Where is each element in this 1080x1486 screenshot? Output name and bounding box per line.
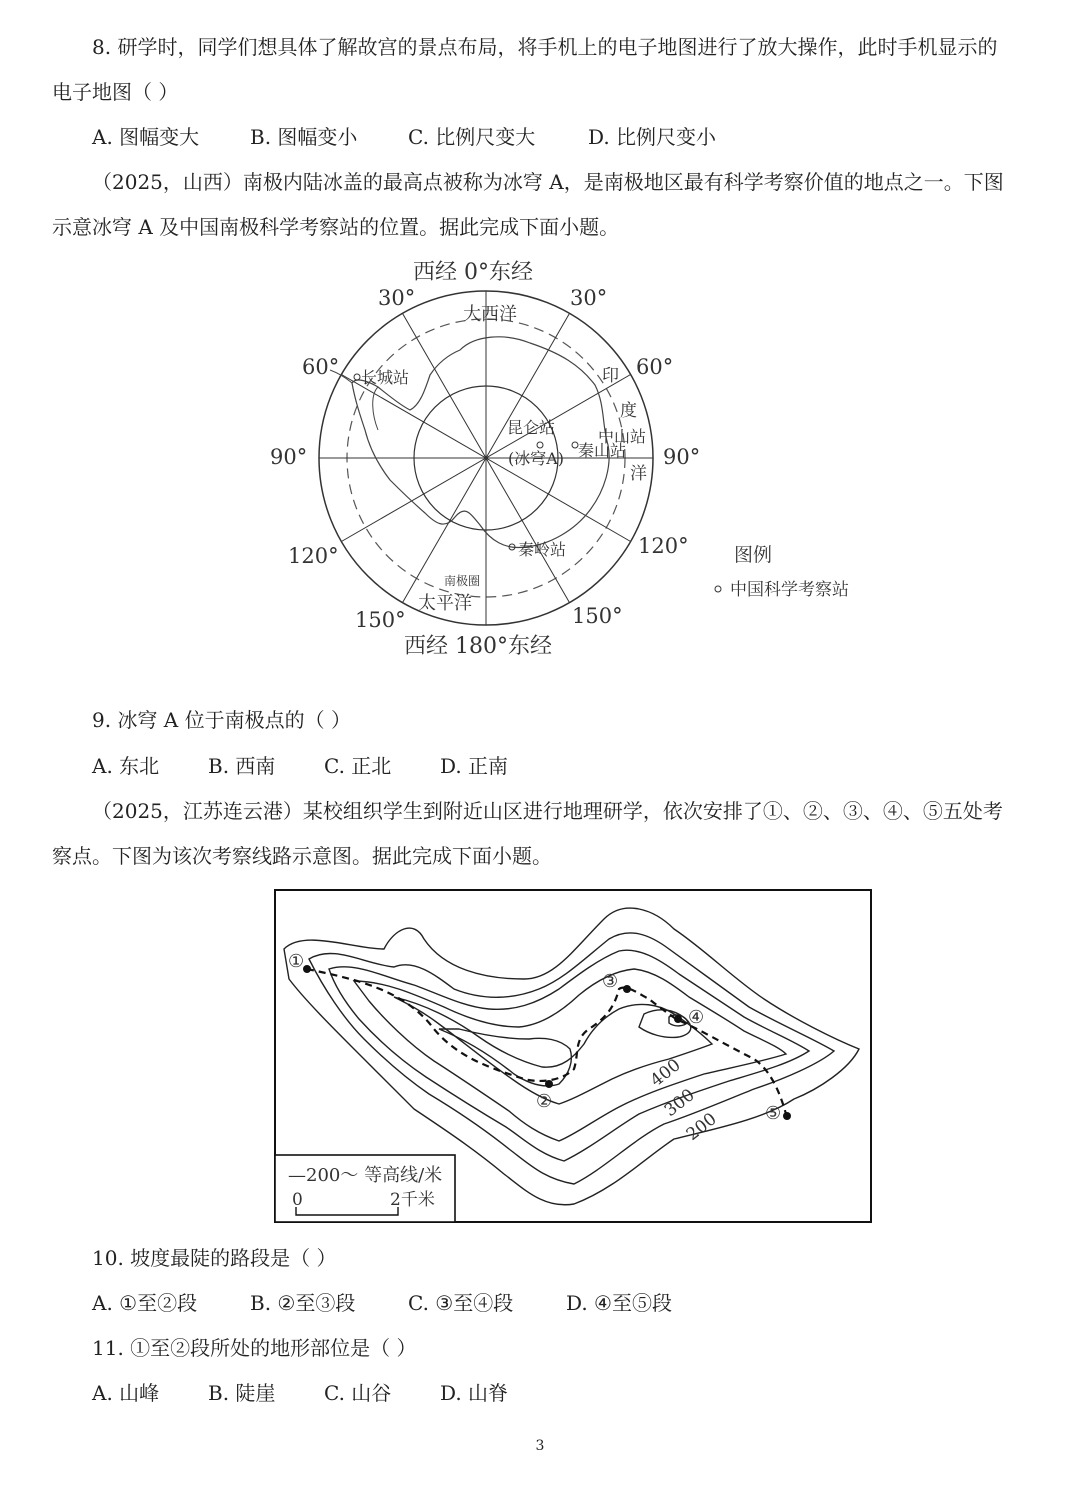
- q9-option-a: A. 东北: [92, 754, 160, 778]
- intro1-line1: （2025，山西）南极内陆冰盖的最高点被称为冰穹 A，是南极地区最有科学考察价值的地点之一。下图: [92, 170, 1004, 194]
- q11-option-c: C. 山谷: [324, 1381, 392, 1405]
- contour-value-200: 200: [682, 1109, 721, 1145]
- q9-option-d: D. 正南: [440, 754, 509, 778]
- route-point-2: ②: [536, 1091, 553, 1112]
- bottom-meridian-label: 西经 180°东经: [404, 634, 552, 659]
- route-point-5: ⑤: [765, 1103, 782, 1124]
- lon-label-120w: 120°: [288, 544, 339, 568]
- ocean-pacific: 太平洋: [418, 593, 472, 614]
- page-number: 3: [535, 1438, 545, 1454]
- great-wall-station-dot: [354, 374, 360, 380]
- lon-label-30e: 30°: [570, 286, 608, 310]
- intro2-line2: 察点。下图为该次考察线路示意图。据此完成下面小题。: [52, 844, 552, 868]
- kunlun-station-dot: [537, 442, 543, 448]
- q8-stem-line2: 电子地图（ ）: [52, 80, 179, 104]
- scale-zero: 0: [292, 1190, 303, 1210]
- intro1-line2: 示意冰穹 A 及中国南极科学考察站的位置。据此完成下面小题。: [52, 215, 620, 239]
- q10-option-b: B. ②至③段: [250, 1291, 356, 1315]
- ocean-indian-1: 印: [602, 366, 619, 386]
- legend-station-label: 中国科学考察站: [730, 580, 849, 600]
- q8-option-c: C. 比例尺变大: [408, 125, 536, 149]
- lon-label-90e: 90°: [663, 445, 701, 469]
- great-wall-station-label: 长城站: [361, 368, 410, 387]
- q10-option-c: C. ③至④段: [408, 1291, 514, 1315]
- q10-stem: 10. 坡度最陡的路段是（ ）: [92, 1246, 337, 1270]
- lon-label-120e: 120°: [638, 534, 689, 558]
- q10-option-a: A. ①至②段: [92, 1291, 198, 1315]
- q11-option-a: A. 山峰: [92, 1381, 160, 1405]
- q11-option-d: D. 山脊: [440, 1381, 509, 1405]
- taishan-station-label: 秦山站: [578, 441, 627, 460]
- antarctic-map: [260, 255, 880, 665]
- kunlun-station-label: 昆仑站: [507, 418, 556, 437]
- antarctic-circle-label: 南极圈: [444, 574, 481, 588]
- lon-label-90w: 90°: [270, 445, 308, 469]
- ocean-indian-3: 洋: [630, 464, 647, 484]
- route-point-3: ③: [602, 971, 619, 992]
- q8-option-d: D. 比例尺变小: [588, 125, 717, 149]
- qinling-station-label: 秦岭站: [518, 540, 567, 559]
- zhongshan-station-label: 中山站: [598, 427, 647, 446]
- q8-stem-line1: 8. 研学时，同学们想具体了解故宫的景点布局，将手机上的电子地图进行了放大操作，此时手机显示的: [92, 35, 998, 59]
- scale-end: 2千米: [390, 1190, 435, 1210]
- intro2-line1: （2025，江苏连云港）某校组织学生到附近山区进行地理研学，依次安排了①、②、③、④、⑤五处考: [92, 799, 1003, 823]
- lon-label-150w: 150°: [355, 608, 406, 632]
- q11-option-b: B. 陡崖: [208, 1381, 276, 1405]
- q8-option-a: A. 图幅变大: [92, 125, 200, 149]
- lon-label-60e: 60°: [636, 355, 674, 379]
- contour-legend-label: —200～ 等高线/米: [288, 1165, 443, 1186]
- contour-map: [274, 889, 872, 1223]
- route-point-4: ④: [688, 1007, 705, 1028]
- q9-option-b: B. 西南: [208, 754, 276, 778]
- top-meridian-label: 西经 0°东经: [413, 260, 533, 285]
- ocean-atlantic: 大西洋: [463, 304, 517, 325]
- legend-station-symbol: [715, 586, 721, 592]
- route-point-1: ①: [288, 951, 305, 972]
- contour-value-300: 300: [660, 1085, 699, 1121]
- q10-option-d: D. ④至⑤段: [566, 1291, 672, 1315]
- q11-stem: 11. ①至②段所处的地形部位是（ ）: [92, 1336, 417, 1360]
- contour-value-400: 400: [646, 1055, 685, 1091]
- dome-a-label: (冰穹A): [508, 449, 565, 468]
- ocean-indian-2: 度: [620, 401, 637, 421]
- q8-option-b: B. 图幅变小: [250, 125, 358, 149]
- lon-label-30w: 30°: [378, 286, 416, 310]
- lon-label-150e: 150°: [572, 604, 623, 628]
- lon-label-60w: 60°: [302, 355, 340, 379]
- q9-stem: 9. 冰穹 A 位于南极点的（ ）: [92, 708, 351, 732]
- q9-option-c: C. 正北: [324, 754, 392, 778]
- legend-title: 图例: [734, 544, 773, 566]
